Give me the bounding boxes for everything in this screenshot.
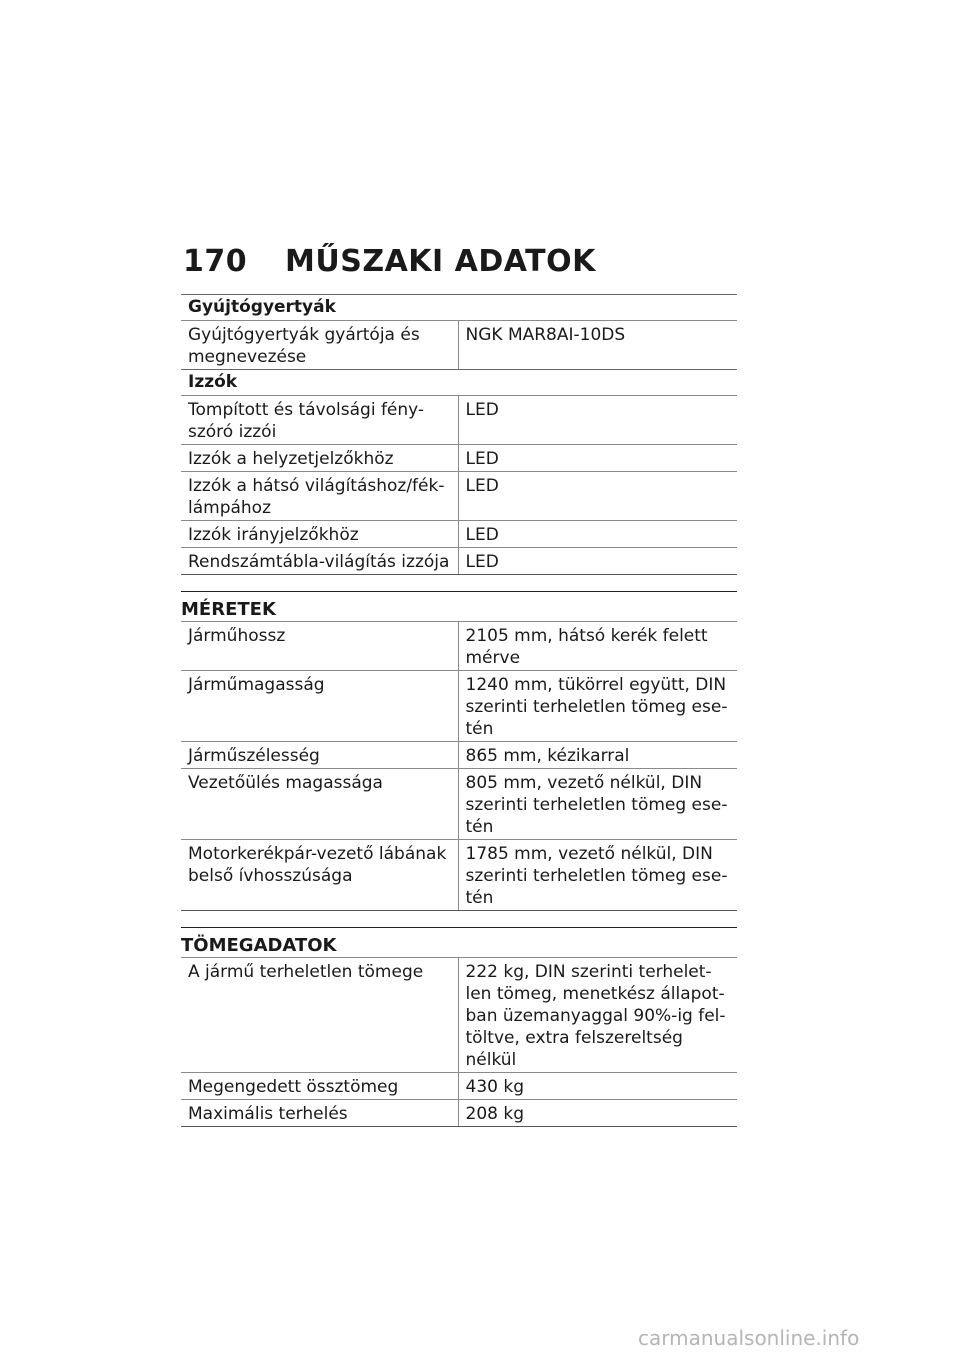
spec-value: 222 kg, DIN szerinti terhelet- len tömeg, menetkész állapot- ban üzemanyaggal 90%-ig fel- töltve, extra felszereltség nélkül — [458, 958, 737, 1073]
spec-label: Rendszámtábla-világítás izzója — [181, 548, 458, 575]
table-row — [181, 472, 737, 521]
spec-label: Tompított és távolsági fény- szóró izzói — [181, 396, 458, 445]
table-row — [181, 321, 737, 370]
spec-value: 1240 mm, tükörrel együtt, DIN szerinti terheletlen tömeg ese- tén — [458, 671, 737, 742]
page-header — [183, 244, 743, 279]
table-row — [181, 671, 737, 742]
spec-label: Motorkerékpár-vezető lábának belső ívhosszúsága — [181, 840, 458, 911]
spec-value: 208 kg — [458, 1100, 737, 1127]
table-row — [181, 521, 737, 548]
section-heading-dimensions: MÉRETEK — [181, 591, 737, 621]
spec-value: LED — [458, 548, 737, 575]
page-title: MŰSZAKI ADATOK — [285, 244, 596, 279]
dimensions-table — [181, 621, 737, 911]
spec-label: Járműszélesség — [181, 742, 458, 769]
spec-label: Izzók irányjelzőkhöz — [181, 521, 458, 548]
spec-content — [181, 294, 737, 1127]
section-heading-spark-plugs: Gyújtógyertyák — [181, 294, 737, 320]
spec-label: Járműmagasság — [181, 671, 458, 742]
spec-value: LED — [458, 472, 737, 521]
spec-value: NGK MAR8AI-10DS — [458, 321, 737, 370]
table-row — [181, 445, 737, 472]
table-row — [181, 1100, 737, 1127]
spec-value: 430 kg — [458, 1073, 737, 1100]
table-row — [181, 548, 737, 575]
table-row — [181, 1073, 737, 1100]
section-heading-weights: TÖMEGADATOK — [181, 927, 737, 957]
spec-label: Izzók a helyzetjelzőkhöz — [181, 445, 458, 472]
watermark: carmanualsonline.info — [638, 1326, 860, 1350]
spec-value: 805 mm, vezető nélkül, DIN szerinti terheletlen tömeg ese- tén — [458, 769, 737, 840]
spec-value: 1785 mm, vezető nélkül, DIN szerinti terheletlen tömeg ese- tén — [458, 840, 737, 911]
spec-label: Gyújtógyertyák gyártója és megnevezése — [181, 321, 458, 370]
table-row — [181, 742, 737, 769]
section-heading-bulbs: Izzók — [181, 369, 737, 395]
spec-value: 865 mm, kézikarral — [458, 742, 737, 769]
spec-label: Vezetőülés magassága — [181, 769, 458, 840]
spec-value: LED — [458, 396, 737, 445]
bulbs-table — [181, 395, 737, 575]
spec-label: Izzók a hátsó világításhoz/fék- lámpához — [181, 472, 458, 521]
spec-value: 2105 mm, hátsó kerék felett mérve — [458, 622, 737, 671]
table-row — [181, 958, 737, 1073]
table-row — [181, 396, 737, 445]
spec-label: Maximális terhelés — [181, 1100, 458, 1127]
table-row — [181, 622, 737, 671]
table-row — [181, 840, 737, 911]
spec-value: LED — [458, 521, 737, 548]
spec-label: Járműhossz — [181, 622, 458, 671]
spec-label: A jármű terheletlen tömege — [181, 958, 458, 1073]
spark-plugs-table — [181, 320, 737, 369]
spec-value: LED — [458, 445, 737, 472]
table-row — [181, 769, 737, 840]
weights-table — [181, 957, 737, 1127]
page-number: 170 — [183, 244, 248, 279]
spec-label: Megengedett össztömeg — [181, 1073, 458, 1100]
